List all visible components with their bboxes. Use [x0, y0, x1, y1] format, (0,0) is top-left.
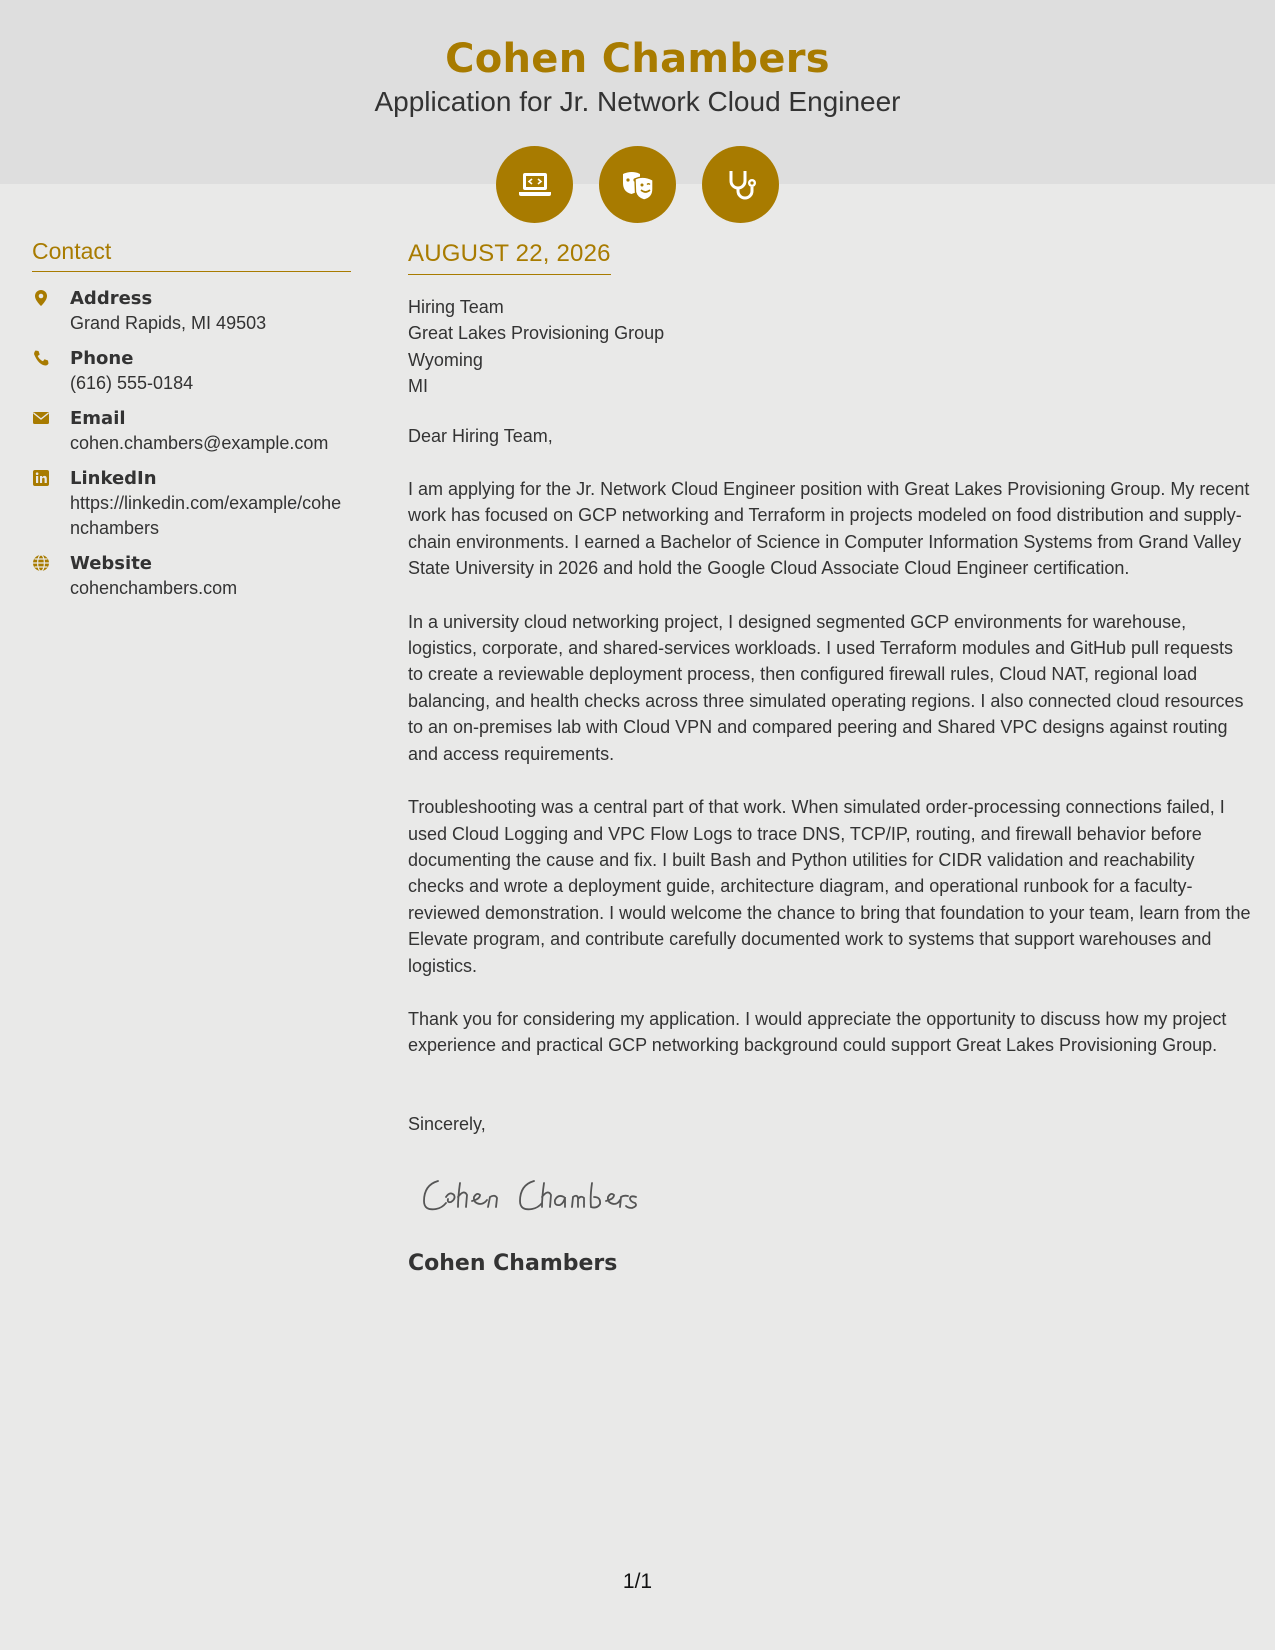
letter-body	[408, 240, 1253, 1276]
salutation: Dear Hiring Team,	[408, 425, 553, 446]
phone-icon	[32, 349, 50, 367]
handwritten-signature	[416, 1167, 1253, 1219]
recipient-line: MI	[408, 376, 428, 397]
map-pin-icon	[32, 289, 50, 307]
contact-sidebar	[32, 238, 351, 611]
globe-icon	[32, 554, 50, 572]
linkedin-icon	[32, 469, 50, 487]
linkedin-value[interactable]: https://linkedin.com/example/cohenchambers	[70, 493, 342, 538]
printed-name: Cohen Chambers	[408, 1251, 618, 1277]
phone-value[interactable]: (616) 555-0184	[70, 373, 194, 393]
body-paragraph: Thank you for considering my application. I would appreciate the opportunity to discuss how my project experience and practical GCP networking background could support Great Lakes Provisioning Group.	[408, 1008, 1227, 1056]
website-label: Website	[70, 553, 153, 574]
application-subtitle: Application for Jr. Network Cloud Engineer	[374, 86, 901, 117]
contact-heading: Contact	[32, 238, 351, 272]
recipient-block	[408, 294, 1253, 400]
address-label: Address	[70, 288, 153, 309]
interest-icons	[496, 146, 779, 223]
body-paragraph: In a university cloud networking project, I designed segmented GCP environments for warehouse, logistics, corporate, and shared-services workloads. I used Terraform modules and GitHub pull requests to create a reviewable deployment process, then configured firewall rules, Cloud NAT, regional load balancing, and health checks across three simulated operating regions. I also connected cloud resources to an on-premises lab with Cloud VPN and compared peering and Shared VPC designs against routing and access requirements.	[408, 611, 1244, 764]
page-number: 1/1	[622, 1570, 653, 1593]
recipient-line: Wyoming	[408, 349, 483, 370]
laptop-code-icon	[496, 146, 573, 223]
contact-address	[32, 286, 351, 336]
linkedin-label: LinkedIn	[70, 468, 157, 489]
email-value[interactable]: cohen.chambers@example.com	[70, 433, 329, 453]
letter-date: AUGUST 22, 2026	[408, 240, 611, 275]
contact-linkedin	[32, 466, 351, 541]
contact-email	[32, 406, 351, 456]
email-label: Email	[70, 408, 126, 429]
contact-phone	[32, 346, 351, 396]
website-value[interactable]: cohenchambers.com	[70, 578, 238, 598]
recipient-line: Great Lakes Provisioning Group	[408, 323, 665, 344]
address-value: Grand Rapids, MI 49503	[70, 313, 267, 333]
contact-list	[32, 286, 351, 601]
applicant-name: Cohen Chambers	[445, 36, 830, 82]
envelope-icon	[32, 409, 50, 427]
contact-website	[32, 551, 351, 601]
phone-label: Phone	[70, 348, 134, 369]
body-paragraph: I am applying for the Jr. Network Cloud Engineer position with Great Lakes Provisioning Group. My recent work has focused on GCP networking and Terraform in projects modeled on food distribution and supply-chain environments. I earned a Bachelor of Science in Computer Information Systems from Grand Valley State University in 2026 and hold the Google Cloud Associate Cloud Engineer certification.	[408, 479, 1250, 579]
recipient-line: Hiring Team	[408, 297, 504, 317]
stethoscope-icon	[702, 146, 779, 223]
closing: Sincerely,	[408, 1113, 486, 1134]
theater-masks-icon	[599, 146, 676, 223]
body-paragraph: Troubleshooting was a central part of that work. When simulated order-processing connections failed, I used Cloud Logging and VPC Flow Logs to trace DNS, TCP/IP, routing, and firewall behavior before documenting the cause and fix. I built Bash and Python utilities for CIDR validation and reachability checks and wrote a deployment guide, architecture diagram, and operational runbook for a faculty-reviewed demonstration. I would welcome the chance to bring that foundation to your team, learn from the Elevate program, and contribute carefully documented work to systems that support warehouses and logistics.	[408, 797, 1251, 976]
